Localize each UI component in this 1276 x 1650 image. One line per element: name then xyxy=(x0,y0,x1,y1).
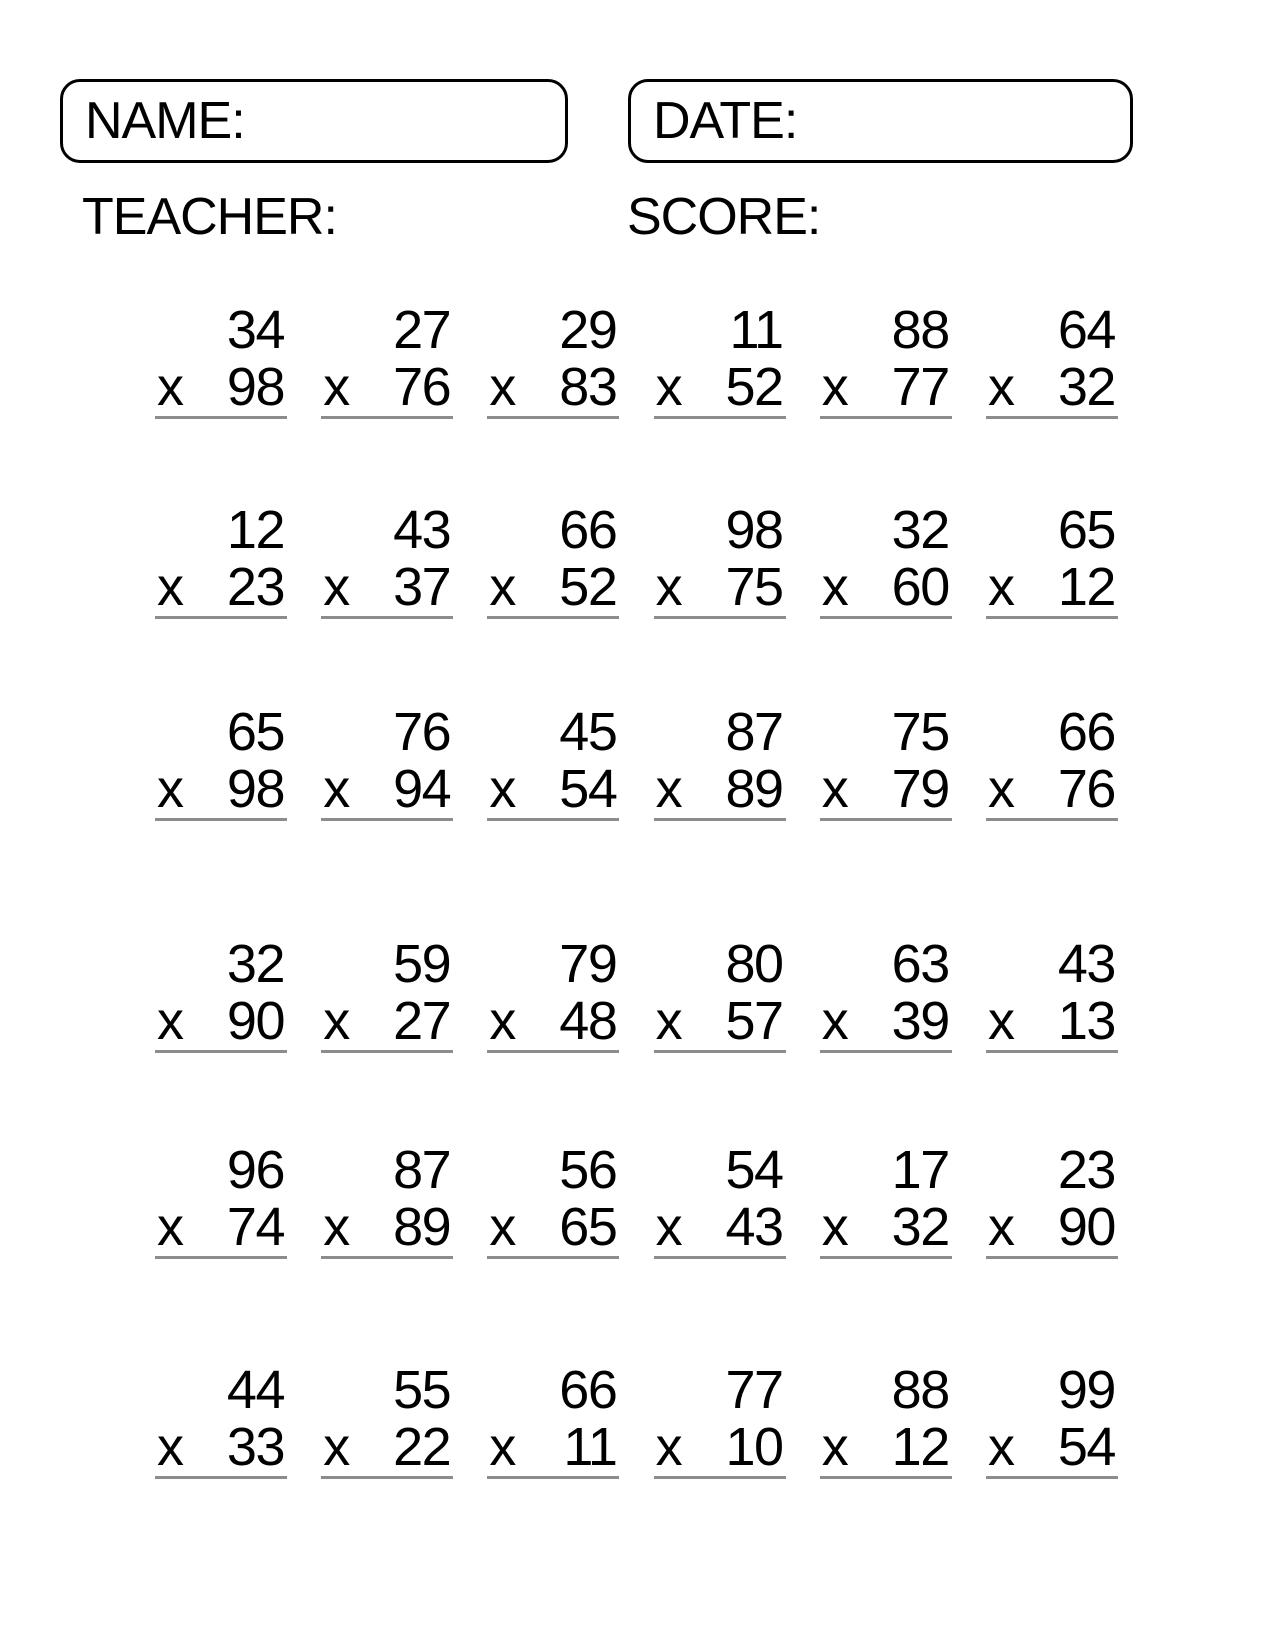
operation-underline xyxy=(654,559,786,619)
multiplication-problem xyxy=(820,502,952,619)
multiplier: 90 xyxy=(226,991,284,1051)
multiplication-problem xyxy=(820,302,952,419)
multiplication-problem xyxy=(487,1362,619,1479)
multiply-operator: x xyxy=(489,1197,515,1257)
multiply-operator: x xyxy=(987,1197,1014,1257)
multiplier: 54 xyxy=(559,759,617,819)
multiplication-problem xyxy=(986,302,1118,419)
multiplicand: 75 xyxy=(891,702,949,762)
score-label: SCORE: xyxy=(627,188,821,246)
multiplication-problem xyxy=(986,1362,1118,1479)
multiplier: 75 xyxy=(725,557,783,617)
operation-underline xyxy=(986,559,1118,619)
operation-underline xyxy=(654,761,786,821)
multiplier: 23 xyxy=(226,557,284,617)
multiplicand: 96 xyxy=(226,1140,284,1200)
multiply-operator: x xyxy=(323,357,349,417)
multiplier: 22 xyxy=(393,1417,451,1477)
multiplicand: 77 xyxy=(725,1360,783,1420)
multiplicand: 43 xyxy=(1057,934,1115,994)
problem-row xyxy=(155,704,1118,821)
multiply-operator: x xyxy=(821,357,848,417)
multiplicand: 43 xyxy=(393,500,451,560)
multiply-operator: x xyxy=(157,991,183,1051)
multiply-operator: x xyxy=(987,1417,1014,1477)
multiply-operator: x xyxy=(157,759,183,819)
multiplier: 13 xyxy=(1057,991,1115,1051)
multiplication-problem xyxy=(654,1362,786,1479)
multiply-operator: x xyxy=(489,557,515,617)
multiply-operator: x xyxy=(821,759,848,819)
multiplicand: 98 xyxy=(725,500,783,560)
multiply-operator: x xyxy=(157,357,183,417)
multiplication-problem xyxy=(321,936,453,1053)
multiplicand: 12 xyxy=(226,500,284,560)
operation-underline xyxy=(986,1199,1118,1259)
multiplication-problem xyxy=(321,1142,453,1259)
multiplicand: 76 xyxy=(393,702,451,762)
multiplier: 98 xyxy=(226,759,284,819)
operation-underline xyxy=(155,1419,287,1479)
teacher-label: TEACHER: xyxy=(82,188,337,246)
date-field-box xyxy=(628,79,1133,163)
multiplier: 54 xyxy=(1057,1417,1115,1477)
multiply-operator: x xyxy=(323,991,349,1051)
multiplicand: 59 xyxy=(393,934,451,994)
multiply-operator: x xyxy=(157,1197,183,1257)
date-label: DATE: xyxy=(653,92,798,150)
multiply-operator: x xyxy=(655,557,682,617)
multiplicand: 27 xyxy=(393,300,451,360)
multiplicand: 63 xyxy=(891,934,949,994)
multiply-operator: x xyxy=(655,1417,682,1477)
operation-underline xyxy=(654,993,786,1053)
multiplicand: 66 xyxy=(1057,702,1115,762)
multiply-operator: x xyxy=(323,1197,349,1257)
problem-row xyxy=(155,502,1118,619)
multiplicand: 34 xyxy=(226,300,284,360)
multiplication-problem xyxy=(820,1362,952,1479)
operation-underline xyxy=(487,359,619,419)
multiply-operator: x xyxy=(821,1197,848,1257)
multiply-operator: x xyxy=(821,991,848,1051)
multiplier: 27 xyxy=(393,991,451,1051)
multiplier: 52 xyxy=(725,357,783,417)
problem-row xyxy=(155,1362,1118,1479)
multiplication-problem xyxy=(487,1142,619,1259)
operation-underline xyxy=(820,761,952,821)
multiply-operator: x xyxy=(987,357,1014,417)
multiply-operator: x xyxy=(489,759,515,819)
multiply-operator: x xyxy=(655,991,682,1051)
operation-underline xyxy=(321,1419,453,1479)
operation-underline xyxy=(487,1199,619,1259)
multiplier: 11 xyxy=(563,1417,617,1477)
operation-underline xyxy=(321,761,453,821)
multiplication-problem xyxy=(487,302,619,419)
operation-underline xyxy=(321,359,453,419)
multiplication-problem xyxy=(321,502,453,619)
operation-underline xyxy=(487,761,619,821)
multiply-operator: x xyxy=(655,759,682,819)
multiplicand: 88 xyxy=(891,300,949,360)
multiplication-problem xyxy=(820,936,952,1053)
multiplicand: 87 xyxy=(393,1140,451,1200)
operation-underline xyxy=(155,359,287,419)
multiplier: 89 xyxy=(393,1197,451,1257)
multiplicand: 32 xyxy=(891,500,949,560)
multiplier: 76 xyxy=(1057,759,1115,819)
multiplication-problem xyxy=(155,302,287,419)
multiplier: 12 xyxy=(1057,557,1115,617)
operation-underline xyxy=(820,1199,952,1259)
multiplication-problem xyxy=(986,1142,1118,1259)
operation-underline xyxy=(155,1199,287,1259)
multiply-operator: x xyxy=(987,991,1014,1051)
multiplier: 39 xyxy=(891,991,949,1051)
multiplier: 43 xyxy=(725,1197,783,1257)
multiplication-problem xyxy=(155,1142,287,1259)
multiplication-problem xyxy=(654,704,786,821)
multiply-operator: x xyxy=(821,1417,848,1477)
multiplier: 10 xyxy=(725,1417,783,1477)
multiplicand: 99 xyxy=(1057,1360,1115,1420)
multiplication-problem xyxy=(654,302,786,419)
operation-underline xyxy=(155,559,287,619)
multiplicand: 45 xyxy=(559,702,617,762)
multiplication-problem xyxy=(986,704,1118,821)
multiplier: 74 xyxy=(226,1197,284,1257)
multiplier: 94 xyxy=(393,759,451,819)
multiplicand: 23 xyxy=(1057,1140,1115,1200)
problem-row xyxy=(155,1142,1118,1259)
multiplicand: 65 xyxy=(226,702,284,762)
operation-underline xyxy=(321,559,453,619)
multiplication-problem xyxy=(155,502,287,619)
multiplicand: 66 xyxy=(559,1360,617,1420)
multiply-operator: x xyxy=(157,1417,183,1477)
name-field-box xyxy=(60,79,568,163)
operation-underline xyxy=(820,1419,952,1479)
multiplication-problem xyxy=(986,936,1118,1053)
multiplication-problem xyxy=(321,704,453,821)
problems-grid xyxy=(155,302,1118,1479)
multiplicand: 66 xyxy=(559,500,617,560)
multiplication-problem xyxy=(155,1362,287,1479)
operation-underline xyxy=(820,559,952,619)
multiplier: 32 xyxy=(891,1197,949,1257)
multiplier: 12 xyxy=(891,1417,949,1477)
multiply-operator: x xyxy=(323,759,349,819)
multiplicand: 87 xyxy=(725,702,783,762)
multiplicand: 29 xyxy=(559,300,617,360)
multiplier: 90 xyxy=(1057,1197,1115,1257)
multiplicand: 79 xyxy=(559,934,617,994)
multiplication-problem xyxy=(986,502,1118,619)
operation-underline xyxy=(986,761,1118,821)
multiply-operator: x xyxy=(323,1417,349,1477)
multiplicand: 44 xyxy=(226,1360,284,1420)
operation-underline xyxy=(155,993,287,1053)
operation-underline xyxy=(321,1199,453,1259)
multiplier: 32 xyxy=(1057,357,1115,417)
multiplicand: 17 xyxy=(891,1140,949,1200)
multiplication-problem xyxy=(321,1362,453,1479)
multiplicand: 80 xyxy=(725,934,783,994)
multiplicand: 54 xyxy=(725,1140,783,1200)
multiply-operator: x xyxy=(489,1417,515,1477)
multiplication-problem xyxy=(654,1142,786,1259)
multiply-operator: x xyxy=(655,1197,682,1257)
multiplier: 98 xyxy=(226,357,284,417)
operation-underline xyxy=(155,761,287,821)
multiply-operator: x xyxy=(489,357,515,417)
multiplication-problem xyxy=(654,936,786,1053)
multiply-operator: x xyxy=(987,557,1014,617)
name-label: NAME: xyxy=(85,92,245,150)
multiplier: 79 xyxy=(891,759,949,819)
operation-underline xyxy=(986,1419,1118,1479)
multiplier: 33 xyxy=(226,1417,284,1477)
operation-underline xyxy=(487,993,619,1053)
multiplier: 77 xyxy=(891,357,949,417)
operation-underline xyxy=(986,993,1118,1053)
multiplication-problem xyxy=(487,704,619,821)
operation-underline xyxy=(654,1419,786,1479)
multiply-operator: x xyxy=(987,759,1014,819)
operation-underline xyxy=(986,359,1118,419)
operation-underline xyxy=(321,993,453,1053)
multiplicand: 88 xyxy=(891,1360,949,1420)
multiplication-problem xyxy=(820,704,952,821)
multiply-operator: x xyxy=(157,557,183,617)
multiplication-problem xyxy=(155,704,287,821)
multiplication-problem xyxy=(321,302,453,419)
multiplicand: 11 xyxy=(729,300,783,360)
multiplicand: 55 xyxy=(393,1360,451,1420)
multiplier: 65 xyxy=(559,1197,617,1257)
multiplicand: 56 xyxy=(559,1140,617,1200)
problem-row xyxy=(155,302,1118,419)
operation-underline xyxy=(487,559,619,619)
problem-row xyxy=(155,936,1118,1053)
operation-underline xyxy=(487,1419,619,1479)
operation-underline xyxy=(654,359,786,419)
multiplication-problem xyxy=(487,502,619,619)
multiplier: 48 xyxy=(559,991,617,1051)
operation-underline xyxy=(820,993,952,1053)
multiplier: 37 xyxy=(393,557,451,617)
multiplier: 83 xyxy=(559,357,617,417)
multiplicand: 64 xyxy=(1057,300,1115,360)
multiplication-problem xyxy=(487,936,619,1053)
multiplier: 52 xyxy=(559,557,617,617)
multiplier: 57 xyxy=(725,991,783,1051)
multiplicand: 32 xyxy=(226,934,284,994)
multiplicand: 65 xyxy=(1057,500,1115,560)
multiplier: 60 xyxy=(891,557,949,617)
multiply-operator: x xyxy=(323,557,349,617)
multiply-operator: x xyxy=(821,557,848,617)
multiplication-problem xyxy=(155,936,287,1053)
multiplication-problem xyxy=(820,1142,952,1259)
multiplication-problem xyxy=(654,502,786,619)
operation-underline xyxy=(654,1199,786,1259)
multiplier: 76 xyxy=(393,357,451,417)
multiply-operator: x xyxy=(489,991,515,1051)
multiplier: 89 xyxy=(725,759,783,819)
operation-underline xyxy=(820,359,952,419)
multiply-operator: x xyxy=(655,357,682,417)
